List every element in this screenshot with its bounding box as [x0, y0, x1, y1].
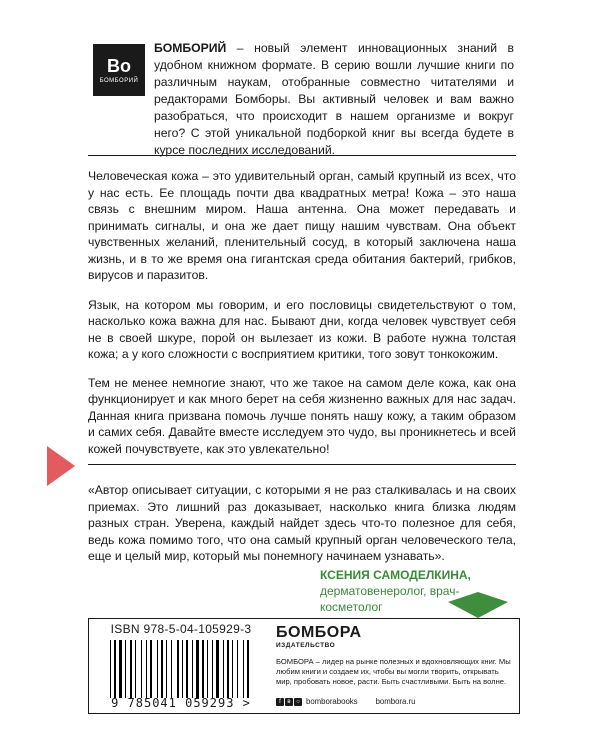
bombory-logo [93, 44, 145, 96]
review-quote: «Автор описывает ситуации, с которыми я не раз сталкивалась и на своих приемах. Это лишний раз доказывает, насколько книга близка людям разных стран. Уверена, каждый найдет здесь что-то полезное для себя, ведь кожа помимо того, что она самый крупный орган человеческого тела, еще и целый мир, который мы понемногу начинаем узнавать». [88, 483, 516, 563]
series-intro [154, 40, 514, 159]
author-role: дерматовенеролог, врач-косметолог [320, 584, 460, 614]
blurb-paragraph-3: Тем не менее немногие знают, что же такое на самом деле кожа, как она функционирует и как много берет на себя жизненно важных для нас задач. Данная книга призвана помочь лучше понять нашу кожу, а таким образом и самих себя. Давайте вместе исследуем это чудо, вы проникнетесь и всей кожей почувствуете, как это увлекательно! [88, 375, 516, 456]
publisher-name: БОМБОРА [276, 624, 362, 641]
barcode-image [95, 640, 267, 698]
logo-mark: Bo [107, 55, 131, 76]
blurb-body [88, 168, 516, 469]
barcode-digits: 9 785041 059293 > [111, 696, 251, 710]
logo-label: БОМБОРИЙ [99, 77, 139, 84]
publisher-description: БОМБОРА – лидер на рынке полезных и вдохновляющих книг. Мы любим книги и создаем их, чтобы вы могли творить, открывать мир, пробовать новое, расти. Быть счастливыми. Быть на волне. [276, 657, 511, 686]
divider-top [88, 155, 516, 156]
facebook-icon: f [276, 698, 284, 706]
author-name: КСЕНИЯ САМОДЕЛКИНА, [320, 568, 471, 582]
series-intro-text: – новый элемент инновационных знаний в удобном книжном формате. В серию вошли лучшие книги по различным наукам, отобранные совместно читателями и редакторами Бомборы. Вы активный человек и вам важно разобраться, что происходит в нашем организме и вокруг него? С этой уникальной подборкой книг вы всегда будете в курсе последних исследований. [154, 41, 514, 157]
website-link[interactable]: bombora.ru [375, 697, 416, 706]
publisher-links [276, 697, 516, 706]
barcode-block [95, 622, 267, 712]
instagram-icon: ○ [294, 698, 302, 706]
blurb-paragraph-2: Язык, на котором мы говорим, и его пословицы свидетельствуют о том, насколько кожа важна для нас. Бывают дни, когда человек чувствует себя не в своей шкуре, порой он вылезает из кожи. В работе нужна толстая кожа; а у кого сложности с восприятием критики, того зовут тонкокожим. [88, 297, 516, 361]
publisher-subtitle: ИЗДАТЕЛЬСТВО [276, 642, 336, 649]
isbn-number: ISBN 978-5-04-105929-3 [110, 622, 252, 636]
publisher-block [276, 625, 516, 706]
blurb-paragraph-1: Человеческая кожа – это удивительный орган, самый крупный из всех, что у нас есть. Ее площадь почти два квадратных метра! Кожа – это наша связь с внешним миром. Наша антенна. Она может передавать и принимать сигналы, и она же дает пищу нашим чувствам. Она объект чувственных желаний, пленительный сосуд, в который заключена наша жизнь, и в то же время она гигантская среда обитания бактерий, грибков, вирусов и паразитов. [88, 169, 516, 282]
social-handle[interactable]: bomborabooks [306, 697, 358, 706]
red-triangle-marker [47, 446, 75, 486]
vk-icon: в [285, 698, 293, 706]
series-brand: БОМБОРИЙ [154, 41, 227, 55]
divider-bottom [88, 464, 516, 465]
